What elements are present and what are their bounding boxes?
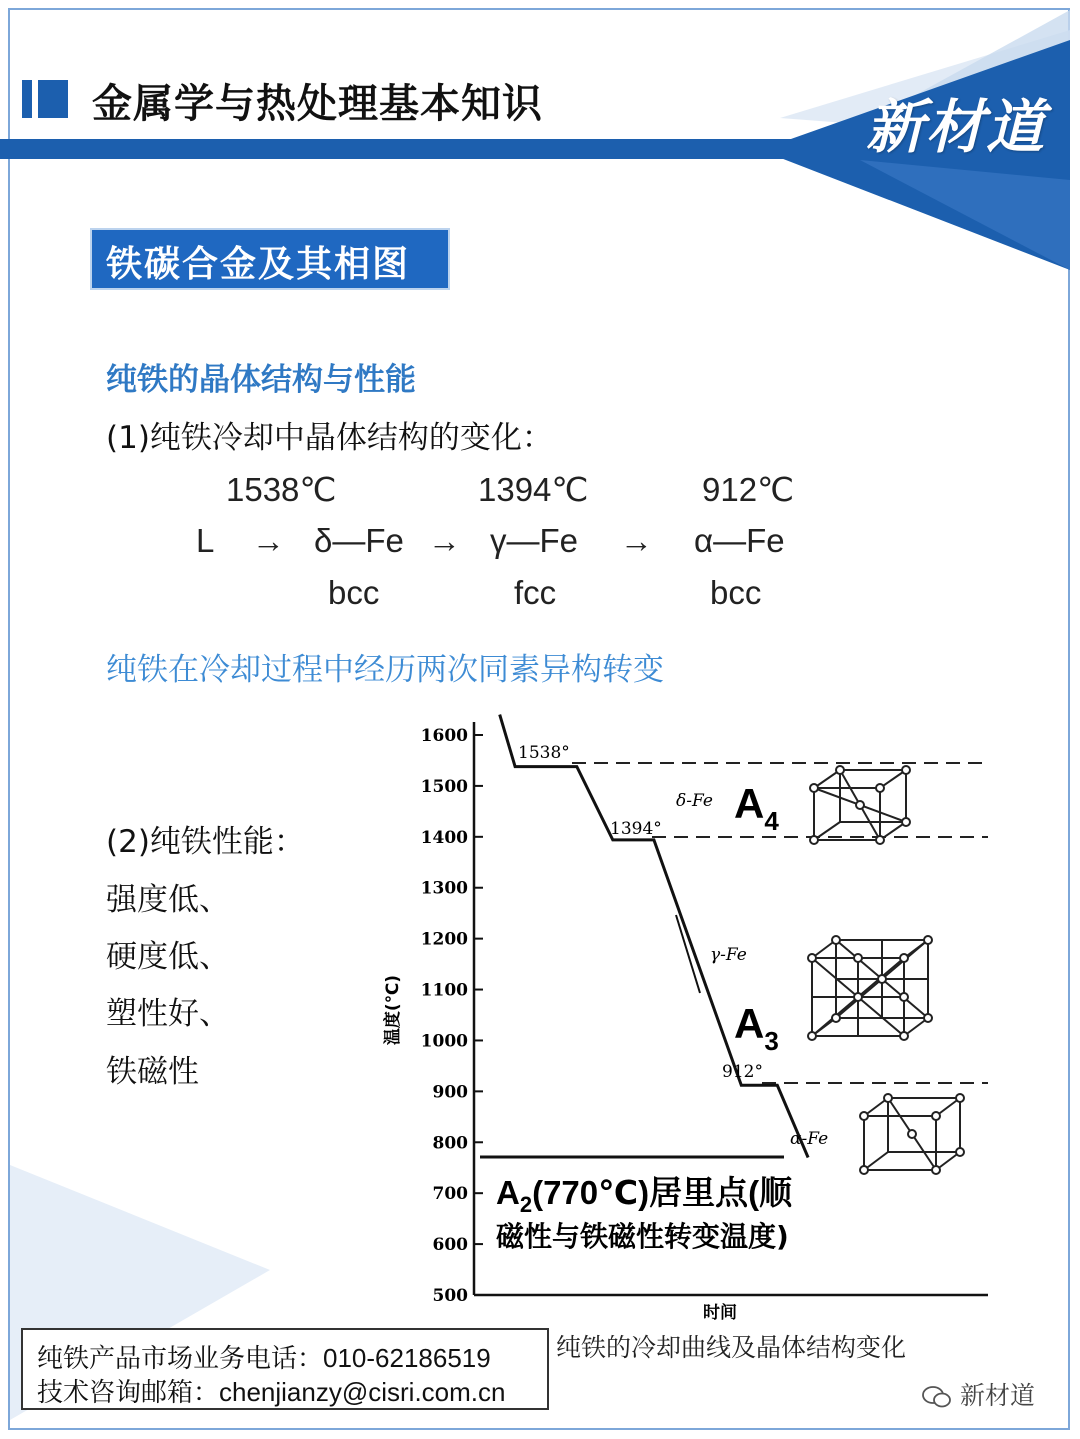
y-tick-label: 1500 — [420, 776, 468, 797]
temp-1394: 1394℃ — [478, 471, 589, 508]
bcc-cell-alpha-icon — [860, 1094, 964, 1174]
structure-delta: bcc — [328, 574, 380, 611]
wechat-name: 新材道 — [959, 1381, 1035, 1410]
temp-912: 912℃ — [702, 471, 795, 508]
curie-a2-letter: A — [496, 1174, 520, 1211]
property-strength: 强度低、 — [106, 882, 230, 918]
y-tick-label: 900 — [432, 1082, 468, 1103]
property-ferromagnetism: 铁磁性 — [106, 1054, 199, 1090]
a3-subscript: 3 — [764, 1026, 779, 1056]
y-tick-label: 600 — [432, 1235, 468, 1256]
y-tick-label: 1200 — [420, 929, 468, 950]
y-tick-label: 500 — [432, 1286, 468, 1306]
y-axis-label: 温度(℃) — [383, 974, 403, 1046]
wechat-icon — [922, 1386, 952, 1408]
phase-label-delta: δ-Fe — [676, 791, 713, 811]
item-1-text: (1)纯铁冷却中晶体结构的变化： — [106, 420, 553, 456]
item-2-text: (2)纯铁性能： — [106, 824, 305, 860]
curie-a2-text: (770℃)居里点(顺 — [532, 1174, 793, 1211]
phase-gamma-fe: γ—Fe — [490, 522, 579, 559]
structure-gamma: fcc — [514, 574, 557, 611]
wechat-watermark — [922, 1376, 1035, 1412]
y-tick-label: 1600 — [420, 726, 468, 746]
phase-alpha-fe: α—Fe — [694, 522, 785, 559]
contact-email[interactable]: 技术咨询邮箱：chenjianzy@cisri.com.cn — [37, 1377, 506, 1407]
contact-box — [21, 1328, 549, 1410]
point-label-1394: 1394° — [610, 819, 662, 839]
arrow-2: → — [428, 522, 461, 559]
phase-liquid: L — [196, 522, 215, 559]
cooling-direction-mark — [676, 915, 700, 993]
phase-label-alpha: α-Fe — [790, 1129, 829, 1149]
bcc-cell-delta-icon — [810, 766, 910, 844]
y-tick-label: 700 — [432, 1184, 468, 1205]
chart-caption: 纯铁的冷却曲线及晶体结构变化 — [556, 1333, 907, 1362]
sub-heading: 纯铁的晶体结构与性能 — [106, 362, 416, 398]
property-plasticity: 塑性好、 — [106, 996, 230, 1032]
curie-label-line1 — [496, 1174, 793, 1217]
x-axis-label: 时间 — [703, 1303, 737, 1323]
a3-label — [734, 1000, 779, 1056]
y-tick-label: 1100 — [420, 980, 468, 1001]
arrow-1: → — [252, 522, 285, 559]
point-label-1538: 1538° — [518, 743, 570, 763]
arrow-3: → — [620, 522, 653, 559]
y-tick-label: 1300 — [420, 878, 468, 899]
a3-letter: A — [734, 1000, 765, 1047]
phase-delta-fe: δ—Fe — [314, 522, 404, 559]
y-tick-label: 1000 — [420, 1031, 468, 1052]
y-tick-label: 800 — [432, 1133, 468, 1154]
structure-alpha: bcc — [710, 574, 762, 611]
a4-subscript: 4 — [764, 806, 779, 836]
fcc-cell-gamma-icon — [808, 936, 932, 1040]
temp-1538: 1538℃ — [226, 471, 337, 508]
y-tick-label: 1400 — [420, 827, 468, 848]
brand-logo: 新材道 — [866, 93, 1047, 161]
point-label-912: 912° — [722, 1062, 763, 1082]
curie-a2-subscript: 2 — [519, 1192, 533, 1217]
a4-letter: A — [734, 780, 765, 827]
property-hardness: 硬度低、 — [106, 939, 230, 975]
transformation-note: 纯铁在冷却过程中经历两次同素异构转变 — [106, 652, 664, 688]
section-title: 铁碳合金及其相图 — [106, 244, 411, 285]
phase-label-gamma: γ-Fe — [710, 945, 747, 965]
page-title: 金属学与热处理基本知识 — [92, 81, 543, 127]
contact-phone: 纯铁产品市场业务电话：010-62186519 — [37, 1343, 491, 1373]
curie-label-line2: 磁性与铁磁性转变温度) — [496, 1220, 789, 1253]
a4-label — [734, 780, 779, 836]
